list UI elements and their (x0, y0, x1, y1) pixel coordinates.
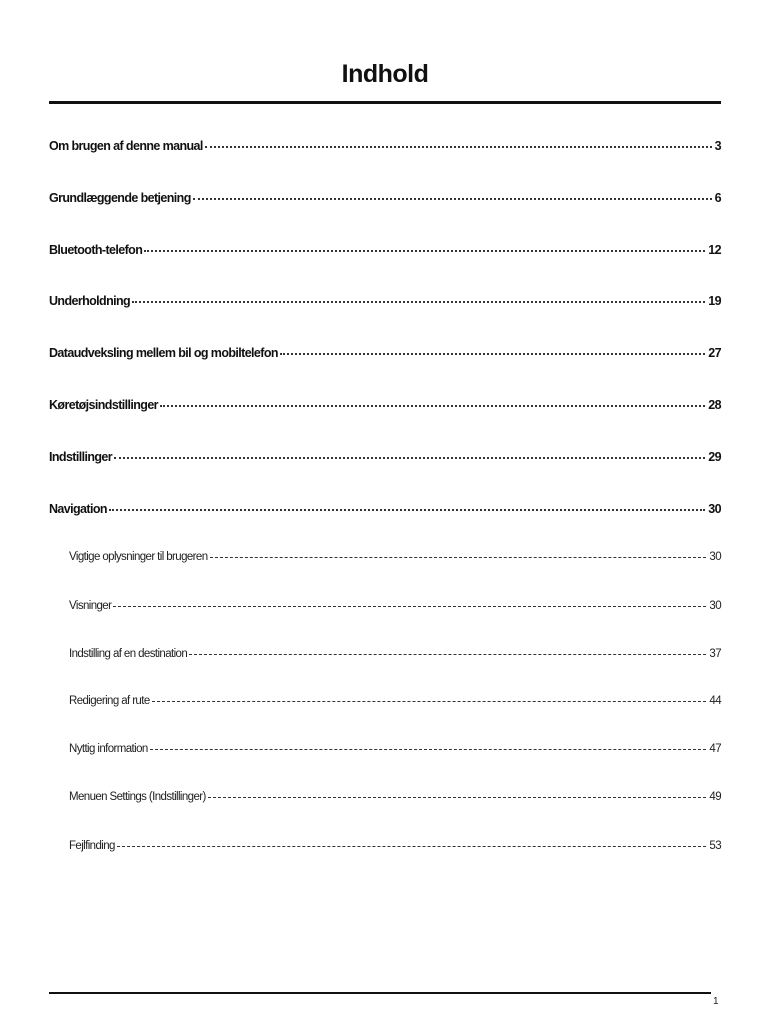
page-title: Indhold (341, 60, 429, 88)
dot-leader (114, 448, 705, 461)
title-divider (49, 101, 721, 104)
dash-leader (152, 692, 707, 704)
toc-entry[interactable] (49, 241, 721, 257)
toc-entry[interactable] (49, 396, 721, 412)
dot-leader (144, 241, 705, 254)
toc-subentry-label: Fejlfinding (69, 839, 115, 852)
toc-entry[interactable] (49, 448, 721, 464)
dot-leader (132, 292, 705, 305)
dash-leader (150, 740, 707, 752)
toc-entry-page: 6 (714, 190, 721, 205)
toc-subentry[interactable] (69, 597, 721, 612)
toc-entry-label: Køretøjsindstillinger (49, 397, 158, 412)
dot-leader (109, 500, 705, 513)
toc-subentry-page: 49 (709, 790, 721, 803)
toc-entry[interactable] (49, 344, 721, 360)
toc-entry-label: Bluetooth-telefon (49, 242, 143, 257)
toc-entry-page: 30 (708, 501, 721, 516)
dash-leader (210, 548, 707, 560)
toc-subentry-label: Nyttig information (69, 742, 148, 755)
toc-entry-page: 27 (708, 345, 721, 360)
toc-entry[interactable] (49, 292, 721, 308)
toc-subentry-page: 44 (709, 694, 721, 707)
toc-subentry[interactable] (69, 645, 721, 660)
toc-subentry-page: 53 (709, 839, 721, 852)
toc-entry-page: 12 (708, 242, 721, 257)
toc-subentry[interactable] (69, 837, 721, 852)
toc-entry-label: Underholdning (49, 293, 131, 308)
toc-subentry-label: Menuen Settings (Indstillinger) (69, 790, 206, 803)
toc-subentry-page: 47 (709, 742, 721, 755)
toc-entry-page: 28 (708, 397, 721, 412)
toc-entry[interactable] (49, 500, 721, 516)
dot-leader (193, 189, 712, 202)
page-number: 1 (713, 996, 719, 1007)
dash-leader (189, 645, 706, 657)
dash-leader (117, 837, 707, 849)
dot-leader (160, 396, 705, 409)
dot-leader (280, 344, 705, 357)
toc-entry-label: Om brugen af denne manual (49, 138, 203, 153)
toc-entry[interactable] (49, 189, 721, 205)
toc-subentry-page: 37 (709, 647, 721, 660)
toc-subentry[interactable] (69, 692, 721, 707)
toc-subentry-label: Vigtige oplysninger til brugeren (69, 550, 208, 563)
toc-entry-label: Grundlæggende betjening (49, 190, 191, 205)
toc-entry-page: 3 (714, 138, 721, 153)
dash-leader (113, 597, 706, 609)
toc-subentry[interactable] (69, 788, 721, 803)
toc-entry-page: 19 (708, 293, 721, 308)
toc-subentry-page: 30 (709, 550, 721, 563)
toc-entry-page: 29 (708, 449, 721, 464)
toc-entry[interactable] (49, 137, 721, 153)
dot-leader (205, 137, 712, 150)
toc-subentry-page: 30 (709, 599, 721, 612)
toc-entry-label: Navigation (49, 501, 107, 516)
toc-entry-label: Dataudveksling mellem bil og mobiltelefon (49, 345, 278, 360)
toc-entry-label: Indstillinger (49, 449, 113, 464)
toc-subentry[interactable] (69, 548, 721, 563)
toc-subentry-label: Redigering af rute (69, 694, 150, 707)
footer-divider (49, 992, 711, 994)
toc-subentry-label: Indstilling af en destination (69, 647, 188, 660)
dash-leader (208, 788, 707, 800)
toc-subentry[interactable] (69, 740, 721, 755)
toc-subentry-label: Visninger (69, 599, 112, 612)
